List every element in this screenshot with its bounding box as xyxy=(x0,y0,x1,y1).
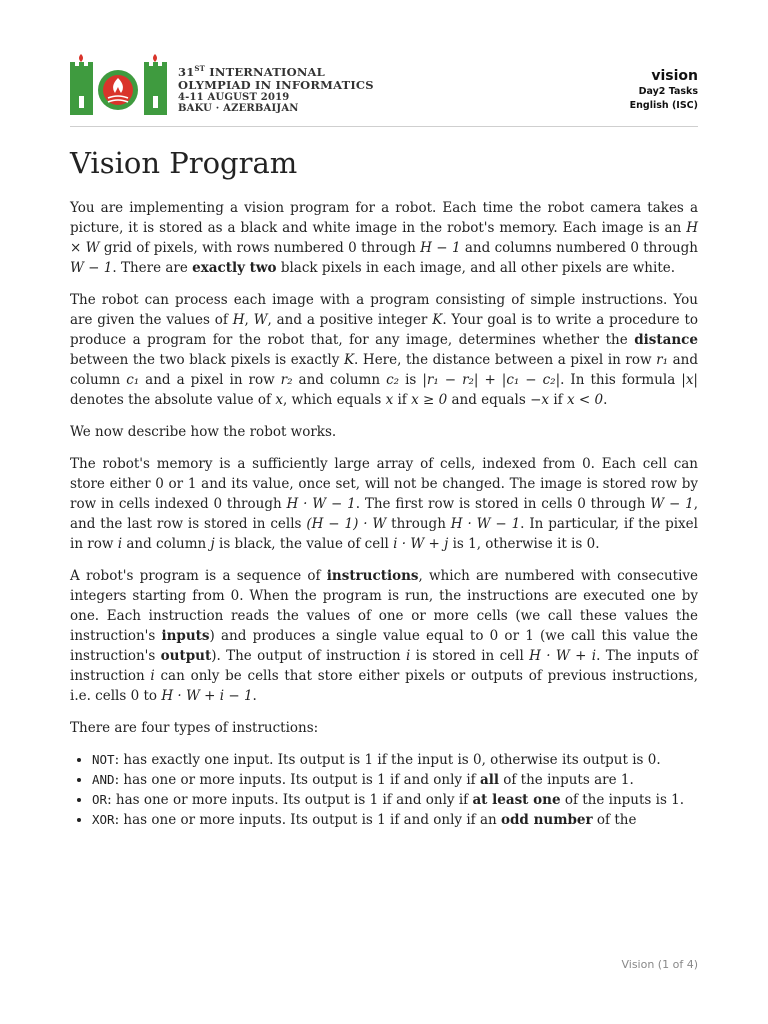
olympiad-dates: 4-11 AUGUST 2019 xyxy=(178,91,290,103)
paragraph-intro: You are implementing a vision program for a robot. Each time the robot camera takes a picture, it is stored as a black and white image in the robot's memory. Each image is an H × W grid of pixels, with rows numbered 0 through H − 1 and columns numbered 0 through W − 1. There are exactly two black pixels in each image, and all other pixels are white. xyxy=(70,200,698,276)
paragraph-program: A robot's program is a sequence of instructions, which are numbered with consecutive integers starting from 0. When the program is run, the instructions are executed one by one. Each instruction reads the values of one or more cells (we call these values the instruction's inputs) and produces a single value equal to 0 or 1 (we call this value the instruction's output). The output of instruction i is stored in cell H · W + i. The inputs of instruction i can only be cells that store either pixels or outputs of previous instructions, i.e. cells 0 to H · W + i − 1. xyxy=(70,568,699,704)
task-name: vision xyxy=(651,68,698,84)
paragraph-robot-intro: We now describe how the robot works. xyxy=(70,424,337,440)
paragraph-memory: The robot's memory is a sufficiently large array of cells, indexed from 0. Each cell can store either 0 or 1 and its value, once set, will not be changed. The image is stored row by row in cells indexed 0 through H · W − 1. The first row is stored in cells 0 through W − 1, and the last row is stored in cells (H − 1) · W through H · W − 1. In particular, if the pixel in row i and column j is black, the value of cell i · W + j is 1, otherwise it is 0. xyxy=(70,456,698,552)
list-item-or: • OR: has one or more inputs. Its output is 1 if and only if at least one of the inputs is 1. xyxy=(92,790,698,810)
olympiad-title xyxy=(178,62,374,114)
olympiad-line2: OLYMPIAD IN INFORMATICS xyxy=(178,77,374,92)
ioi-logo-icon xyxy=(70,52,167,115)
page-footer: Vision (1 of 4) xyxy=(621,958,698,971)
task-language: English (ISC) xyxy=(629,100,698,111)
problem-statement xyxy=(70,198,698,830)
instruction-list xyxy=(70,750,698,830)
list-item-xor: • XOR: has one or more inputs. Its output is 1 if and only if an odd number of the xyxy=(92,810,698,830)
list-item-and: • AND: has one or more inputs. Its output is 1 if and only if all of the inputs are 1. xyxy=(92,770,698,790)
olympiad-line1: 31ST INTERNATIONAL xyxy=(178,64,325,79)
paragraph-goal: The robot can process each image with a program consisting of simple instructions. You are given the values of H, W, and a positive integer K. Your goal is to write a procedure to produce a program for the robot that, for any image, determines whether the distance between the two black pixels is exactly K. Here, the distance between a pixel in row r₁ and column c₁ and a pixel in row r₂ and column c₂ is |r₁ − r₂| + |c₁ − c₂|. In this formula |x| denotes the absolute value of x, which equals x if x ≥ 0 and equals −x if x < 0. xyxy=(70,292,699,408)
paragraph-instruction-types: There are four types of instructions: xyxy=(70,720,319,736)
list-item-not: • NOT: has exactly one input. Its output is 1 if the input is 0, otherwise its output is 0. xyxy=(92,750,698,770)
page-title: Vision Program xyxy=(70,146,298,180)
task-day: Day2 Tasks xyxy=(638,86,698,97)
task-info xyxy=(630,67,698,113)
olympiad-place: BAKU · AZERBAIJAN xyxy=(178,102,299,114)
page-header xyxy=(70,50,698,127)
